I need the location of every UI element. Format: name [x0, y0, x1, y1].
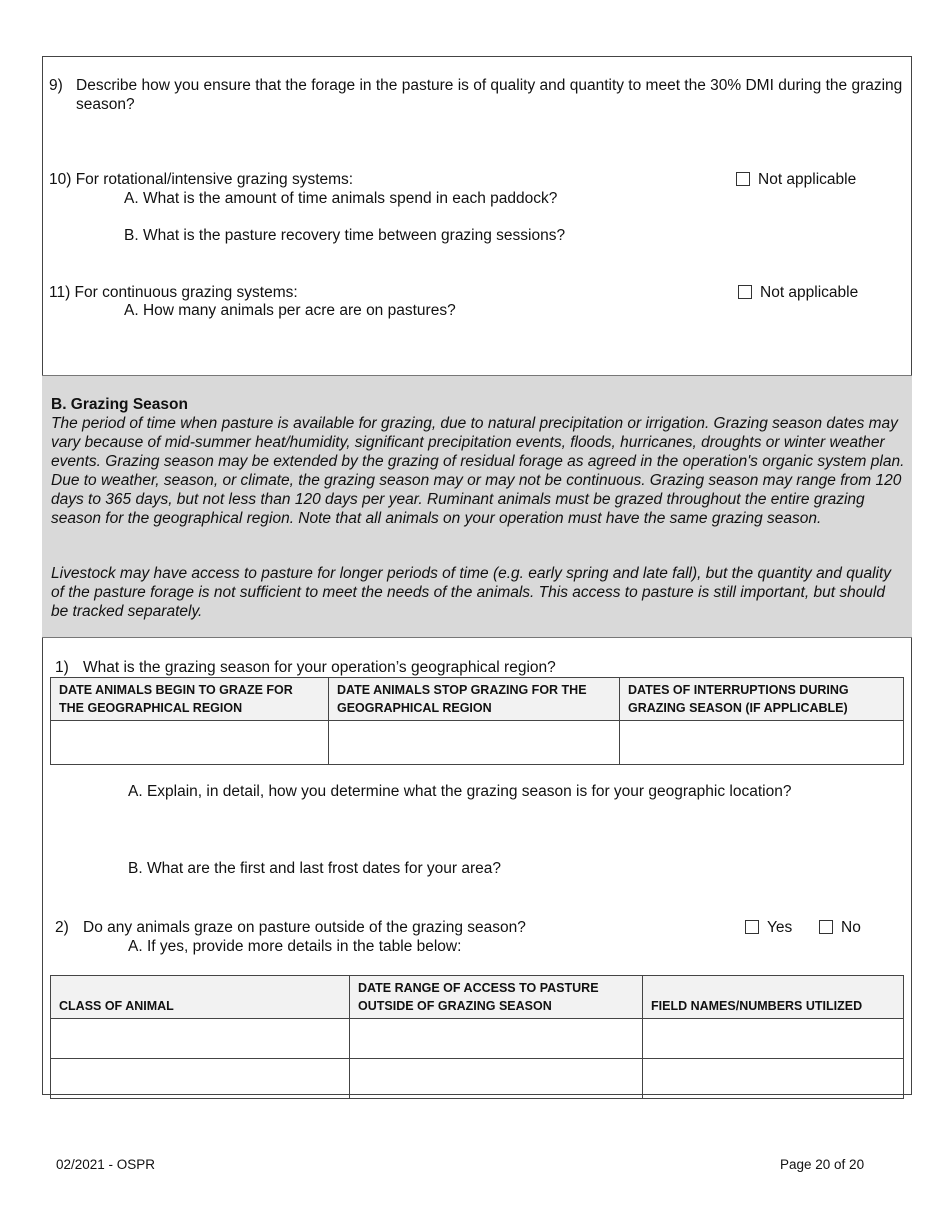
b2-text: Do any animals graze on pasture outside of the grazing season?	[83, 919, 526, 936]
outside-season-cell[interactable]	[350, 1059, 643, 1099]
grazing-season-begin-cell[interactable]	[51, 721, 329, 765]
outside-season-cell[interactable]	[350, 1019, 643, 1059]
grazing-season-table	[50, 677, 904, 765]
outside-season-header-date-range: DATE RANGE OF ACCESS TO PASTURE OUTSIDE OF GRAZING SEASON	[350, 976, 643, 1019]
grazing-season-header-stop: DATE ANIMALS STOP GRAZING FOR THE GEOGRAPHICAL REGION	[329, 678, 620, 721]
grazing-season-header-begin: DATE ANIMALS BEGIN TO GRAZE FOR THE GEOGRAPHICAL REGION	[51, 678, 329, 721]
q9-text: Describe how you ensure that the forage in the pasture is of quality and quantity to meet the 30% DMI during the grazing season?	[76, 77, 903, 113]
b2-number: 2)	[55, 919, 69, 936]
q11-not-applicable-label: Not applicable	[760, 284, 859, 301]
b2-yes-checkbox[interactable]	[745, 920, 759, 934]
grazing-season-header-interruptions: DATES OF INTERRUPTIONS DURING GRAZING SEASON (IF APPLICABLE)	[620, 678, 904, 721]
section-b-definition: The period of time when pasture is available for grazing, due to natural precipitation or irrigation. Grazing season dates may vary because of mid-summer heat/humidity, significant precipitation events, floods, hurricanes, droughts or winter weather events. Grazing season may be extended by the grazing of residual forage as agreed in the operation's organic system plan. Due to weather, season, or climate, the grazing season may or may not be continuous. Grazing season may range from 120 days to 365 days, but not less than 120 days per year. Ruminant animals must be grazed throughout the entire grazing season for the geographical region. Note that all animals on your operation must have the same grazing season.	[51, 415, 905, 527]
footer-revision: 02/2021 - OSPR	[56, 1157, 156, 1172]
outside-season-header-class: CLASS OF ANIMAL	[51, 976, 350, 1019]
q11-not-applicable-checkbox[interactable]	[738, 285, 752, 299]
q10-a: A. What is the amount of time animals spend in each paddock?	[124, 190, 558, 207]
b1-number: 1)	[55, 659, 69, 676]
outside-season-cell[interactable]	[643, 1019, 904, 1059]
q10-not-applicable-label: Not applicable	[758, 171, 857, 188]
q11-label: 11) For continuous grazing systems:	[49, 284, 298, 301]
b2-yes-label: Yes	[767, 919, 793, 936]
b2-no-checkbox[interactable]	[819, 920, 833, 934]
outside-season-cell[interactable]	[51, 1019, 350, 1059]
outside-season-table	[50, 975, 904, 1099]
outside-season-cell[interactable]	[51, 1059, 350, 1099]
section-b-note: Livestock may have access to pasture for longer periods of time (e.g. early spring and late fall), but the quantity and quality of the pasture forage is not sufficient to meet the needs of the animals. This access to pasture is still important, but should be tracked separately.	[51, 565, 892, 620]
b2-no-label: No	[841, 919, 861, 936]
grazing-season-interruptions-cell[interactable]	[620, 721, 904, 765]
q10-label: 10) For rotational/intensive grazing systems:	[49, 171, 354, 188]
q10-b: B. What is the pasture recovery time between grazing sessions?	[124, 227, 566, 244]
footer-page-number: Page 20 of 20	[780, 1157, 865, 1172]
b1-b: B. What are the first and last frost dates for your area?	[128, 860, 502, 877]
q9-number: 9)	[49, 77, 63, 94]
b1-a: A. Explain, in detail, how you determine what the grazing season is for your geographic location?	[128, 783, 792, 800]
grazing-season-stop-cell[interactable]	[329, 721, 620, 765]
q10-not-applicable-checkbox[interactable]	[736, 172, 750, 186]
outside-season-cell[interactable]	[643, 1059, 904, 1099]
outside-season-header-fields: FIELD NAMES/NUMBERS UTILIZED	[643, 976, 904, 1019]
b1-text: What is the grazing season for your operation’s geographical region?	[83, 659, 556, 676]
b2-a: A. If yes, provide more details in the table below:	[128, 938, 462, 955]
q11-a: A. How many animals per acre are on pastures?	[124, 302, 456, 319]
section-b-title: B. Grazing Season	[51, 396, 188, 413]
